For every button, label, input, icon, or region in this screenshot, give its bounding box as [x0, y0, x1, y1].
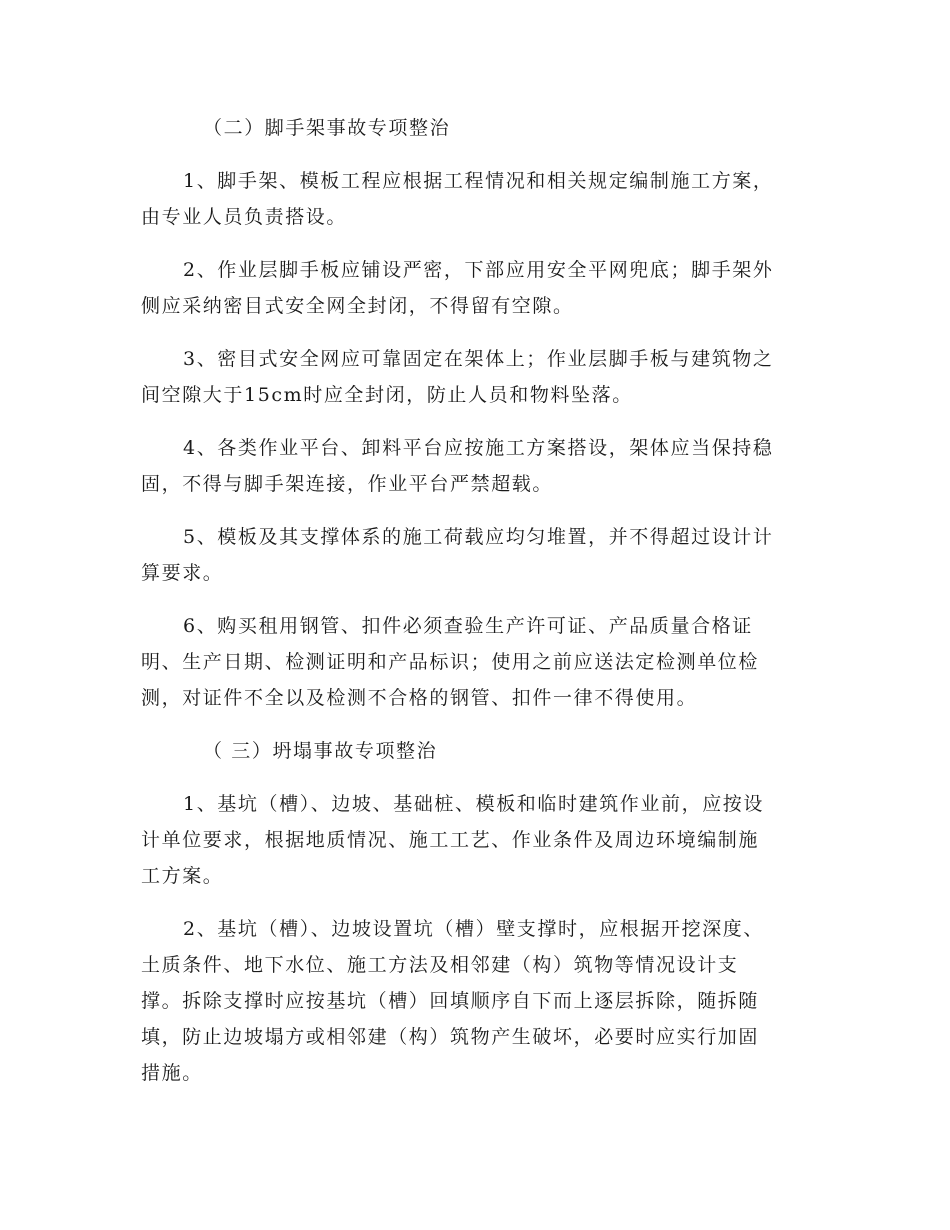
paragraph-line: 土质条件、地下水位、施工方法及相邻建（构）筑物等情况设计支 [141, 954, 739, 976]
paragraph-line: 2、作业层脚手板应铺设严密，下部应用安全平网兜底；脚手架外 [183, 259, 774, 281]
section-heading-scaffolding: （二）脚手架事故专项整治 [203, 117, 451, 139]
paragraph-line: 撑。拆除支撑时应按基坑（槽）回填顺序自下而上逐层拆除，随拆随 [141, 990, 760, 1012]
paragraph-line: 措施。 [141, 1062, 203, 1084]
paragraph-line: 由专业人员负责搭设。 [141, 206, 348, 228]
paragraph-line: 6、购买租用钢管、扣件必须查验生产许可证、产品质量合格证 [183, 615, 753, 637]
paragraph-line: 间空隙大于15cm时应全封闭，防止人员和物料坠落。 [141, 384, 633, 406]
paragraph-line: 测，对证件不全以及检测不合格的钢管、扣件一律不得使用。 [141, 687, 698, 709]
paragraph-line: 1、基坑（槽）、边坡、基础桩、模板和临时建筑作业前，应按设 [183, 793, 764, 815]
paragraph-line: 1、脚手架、模板工程应根据工程情况和相关规定编制施工方案， [183, 170, 774, 192]
paragraph-line: 4、各类作业平台、卸料平台应按施工方案搭设，架体应当保持稳 [183, 437, 774, 459]
paragraph-line: 工方案。 [141, 865, 224, 887]
paragraph-line: 2、基坑（槽）、边坡设置坑（槽）壁支撑时，应根据开挖深度、 [183, 918, 764, 940]
section-heading-collapse: （ 三）坍塌事故专项整治 [203, 740, 438, 762]
paragraph-line: 固，不得与脚手架连接，作业平台严禁超载。 [141, 473, 554, 495]
paragraph-line: 计单位要求，根据地质情况、施工工艺、作业条件及周边环境编制施 [141, 829, 760, 851]
paragraph-line: 明、生产日期、检测证明和产品标识；使用之前应送法定检测单位检 [141, 651, 760, 673]
paragraph-line: 侧应采纳密目式安全网全封闭，不得留有空隙。 [141, 295, 574, 317]
paragraph-line: 5、模板及其支撑体系的施工荷载应均匀堆置，并不得超过设计计 [183, 526, 774, 548]
paragraph-line: 算要求。 [141, 562, 224, 584]
paragraph-line: 3、密目式安全网应可靠固定在架体上；作业层脚手板与建筑物之 [183, 348, 774, 370]
paragraph-line: 填，防止边坡塌方或相邻建（构）筑物产生破坏，必要时应实行加固 [141, 1026, 760, 1048]
